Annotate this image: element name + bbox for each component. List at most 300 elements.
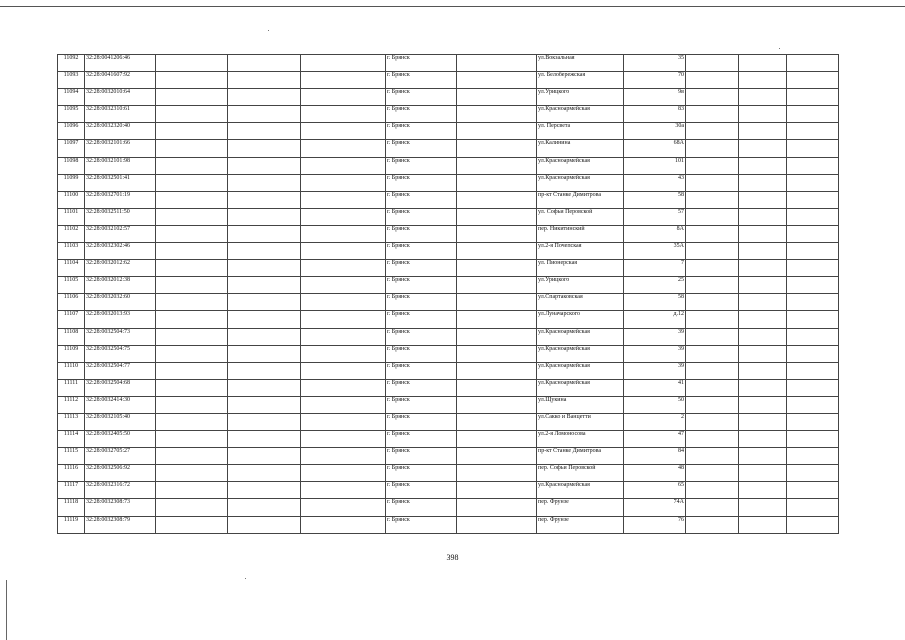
empty-cell: [457, 157, 537, 174]
empty-cell: [686, 413, 739, 430]
cadastral-number-cell: 32:28:0032105:40: [85, 413, 156, 430]
empty-cell: [787, 123, 839, 140]
empty-cell: [156, 413, 228, 430]
cadastral-number-cell: 32:28:0032102:57: [85, 225, 156, 242]
empty-cell: [739, 362, 787, 379]
empty-cell: [301, 157, 386, 174]
empty-cell: [686, 328, 739, 345]
scan-speck: [245, 578, 246, 579]
empty-cell: [686, 174, 739, 191]
cadastral-number-cell: 32:28:0032012:38: [85, 277, 156, 294]
table-row: [58, 328, 839, 345]
empty-cell: [787, 208, 839, 225]
empty-cell: [739, 140, 787, 157]
empty-cell: [787, 431, 839, 448]
empty-cell: [739, 345, 787, 362]
empty-cell: [457, 379, 537, 396]
city-cell: г. Брянск: [386, 55, 457, 72]
cadastral-number-cell: 32:28:0032504:75: [85, 345, 156, 362]
city-cell: г. Брянск: [386, 362, 457, 379]
cadastral-number-cell: 32:28:0032405:50: [85, 431, 156, 448]
empty-cell: [787, 89, 839, 106]
empty-cell: [228, 106, 301, 123]
empty-cell: [457, 431, 537, 448]
empty-cell: [739, 294, 787, 311]
city-cell: г. Брянск: [386, 106, 457, 123]
row-number-cell: 11093: [58, 72, 85, 89]
empty-cell: [739, 431, 787, 448]
street-cell: пр-кт Станке Димитрова: [537, 448, 624, 465]
table-row: [58, 516, 839, 533]
empty-cell: [156, 89, 228, 106]
empty-cell: [301, 311, 386, 328]
empty-cell: [686, 277, 739, 294]
empty-cell: [457, 413, 537, 430]
table-row: [58, 123, 839, 140]
row-number-cell: 11092: [58, 55, 85, 72]
table-row: [58, 431, 839, 448]
empty-cell: [156, 516, 228, 533]
empty-cell: [156, 294, 228, 311]
table-row: [58, 499, 839, 516]
empty-cell: [787, 516, 839, 533]
house-number-cell: 9в: [624, 89, 686, 106]
empty-cell: [156, 431, 228, 448]
empty-cell: [686, 106, 739, 123]
row-number-cell: 11117: [58, 482, 85, 499]
empty-cell: [156, 465, 228, 482]
empty-cell: [156, 106, 228, 123]
row-number-cell: 11098: [58, 157, 85, 174]
empty-cell: [156, 260, 228, 277]
empty-cell: [739, 89, 787, 106]
empty-cell: [686, 55, 739, 72]
empty-cell: [787, 157, 839, 174]
empty-cell: [686, 157, 739, 174]
table-row: [58, 311, 839, 328]
empty-cell: [686, 225, 739, 242]
empty-cell: [739, 72, 787, 89]
row-number-cell: 11100: [58, 191, 85, 208]
empty-cell: [301, 89, 386, 106]
house-number-cell: 2: [624, 413, 686, 430]
empty-cell: [457, 396, 537, 413]
house-number-cell: 57: [624, 208, 686, 225]
table-row: [58, 225, 839, 242]
empty-cell: [787, 294, 839, 311]
empty-cell: [457, 191, 537, 208]
empty-cell: [739, 499, 787, 516]
empty-cell: [457, 55, 537, 72]
empty-cell: [787, 140, 839, 157]
cadastral-number-cell: 32:28:0032302:46: [85, 243, 156, 260]
empty-cell: [686, 345, 739, 362]
house-number-cell: 74А: [624, 499, 686, 516]
row-number-cell: 11105: [58, 277, 85, 294]
house-number-cell: 39: [624, 362, 686, 379]
city-cell: г. Брянск: [386, 157, 457, 174]
empty-cell: [457, 448, 537, 465]
empty-cell: [739, 379, 787, 396]
empty-cell: [787, 174, 839, 191]
house-number-cell: 68А: [624, 140, 686, 157]
table-row: [58, 277, 839, 294]
row-number-cell: 11119: [58, 516, 85, 533]
street-cell: ул.Красноармейская: [537, 362, 624, 379]
empty-cell: [156, 123, 228, 140]
empty-cell: [228, 465, 301, 482]
empty-cell: [301, 516, 386, 533]
house-number-cell: 30а: [624, 123, 686, 140]
cadastral-number-cell: 32:28:0032032:60: [85, 294, 156, 311]
empty-cell: [301, 465, 386, 482]
row-number-cell: 11097: [58, 140, 85, 157]
street-cell: пер. Никитинский: [537, 225, 624, 242]
empty-cell: [686, 379, 739, 396]
empty-cell: [301, 379, 386, 396]
empty-cell: [301, 123, 386, 140]
row-number-cell: 11095: [58, 106, 85, 123]
city-cell: г. Брянск: [386, 89, 457, 106]
empty-cell: [301, 413, 386, 430]
row-number-cell: 11118: [58, 499, 85, 516]
empty-cell: [739, 277, 787, 294]
empty-cell: [787, 482, 839, 499]
street-cell: ул. Софьи Перовской: [537, 208, 624, 225]
row-number-cell: 11115: [58, 448, 85, 465]
empty-cell: [457, 106, 537, 123]
city-cell: г. Брянск: [386, 448, 457, 465]
table-row: [58, 191, 839, 208]
empty-cell: [739, 208, 787, 225]
empty-cell: [156, 140, 228, 157]
city-cell: г. Брянск: [386, 413, 457, 430]
cadastral-number-cell: 32:28:0032012:62: [85, 260, 156, 277]
empty-cell: [156, 482, 228, 499]
city-cell: г. Брянск: [386, 225, 457, 242]
empty-cell: [686, 191, 739, 208]
empty-cell: [301, 174, 386, 191]
empty-cell: [301, 225, 386, 242]
city-cell: г. Брянск: [386, 260, 457, 277]
empty-cell: [686, 208, 739, 225]
row-number-cell: 11108: [58, 328, 85, 345]
table-row: [58, 482, 839, 499]
empty-cell: [457, 243, 537, 260]
table-row: [58, 208, 839, 225]
row-number-cell: 11104: [58, 260, 85, 277]
registry-rows: [58, 55, 839, 534]
table-row: [58, 72, 839, 89]
empty-cell: [686, 482, 739, 499]
city-cell: г. Брянск: [386, 499, 457, 516]
empty-cell: [686, 448, 739, 465]
street-cell: пер. Фрунзе: [537, 499, 624, 516]
city-cell: г. Брянск: [386, 516, 457, 533]
street-cell: пр-кт Станке Димитрова: [537, 191, 624, 208]
empty-cell: [739, 482, 787, 499]
cadastral-number-cell: 32:28:0032504:77: [85, 362, 156, 379]
house-number-cell: 58: [624, 294, 686, 311]
empty-cell: [228, 174, 301, 191]
empty-cell: [301, 482, 386, 499]
empty-cell: [787, 465, 839, 482]
empty-cell: [739, 413, 787, 430]
cadastral-number-cell: 32:28:0032308:79: [85, 516, 156, 533]
empty-cell: [739, 328, 787, 345]
city-cell: г. Брянск: [386, 311, 457, 328]
row-number-cell: 11110: [58, 362, 85, 379]
cadastral-number-cell: 32:28:0032705:27: [85, 448, 156, 465]
city-cell: г. Брянск: [386, 482, 457, 499]
empty-cell: [156, 191, 228, 208]
cadastral-number-cell: 32:28:0032504:68: [85, 379, 156, 396]
empty-cell: [301, 260, 386, 277]
house-number-cell: 76: [624, 516, 686, 533]
cadastral-number-cell: 32:28:0032701:19: [85, 191, 156, 208]
cadastral-number-cell: 32:28:0041206:46: [85, 55, 156, 72]
cadastral-number-cell: 32:28:0032101:98: [85, 157, 156, 174]
empty-cell: [301, 396, 386, 413]
empty-cell: [228, 413, 301, 430]
empty-cell: [787, 362, 839, 379]
empty-cell: [739, 311, 787, 328]
empty-cell: [739, 465, 787, 482]
city-cell: г. Брянск: [386, 123, 457, 140]
cadastral-number-cell: 32:28:0032101:66: [85, 140, 156, 157]
row-number-cell: 11109: [58, 345, 85, 362]
scan-speck: [268, 30, 269, 31]
street-cell: ул.Красноармейская: [537, 328, 624, 345]
house-number-cell: д.12: [624, 311, 686, 328]
empty-cell: [228, 345, 301, 362]
empty-cell: [156, 225, 228, 242]
empty-cell: [228, 499, 301, 516]
empty-cell: [228, 362, 301, 379]
cadastral-number-cell: 32:28:0032511:50: [85, 208, 156, 225]
empty-cell: [156, 157, 228, 174]
house-number-cell: 50: [624, 396, 686, 413]
empty-cell: [787, 499, 839, 516]
empty-cell: [228, 89, 301, 106]
empty-cell: [228, 277, 301, 294]
empty-cell: [301, 55, 386, 72]
house-number-cell: 39: [624, 345, 686, 362]
row-number-cell: 11103: [58, 243, 85, 260]
empty-cell: [739, 243, 787, 260]
row-number-cell: 11113: [58, 413, 85, 430]
house-number-cell: 83: [624, 106, 686, 123]
house-number-cell: 41: [624, 379, 686, 396]
empty-cell: [228, 208, 301, 225]
cadastral-number-cell: 32:28:0032501:41: [85, 174, 156, 191]
empty-cell: [156, 396, 228, 413]
cadastral-number-cell: 32:28:0032506:92: [85, 465, 156, 482]
street-cell: пер. Фрунзе: [537, 516, 624, 533]
empty-cell: [228, 516, 301, 533]
cadastral-number-cell: 32:28:0032504:73: [85, 328, 156, 345]
empty-cell: [228, 431, 301, 448]
house-number-cell: 8А: [624, 225, 686, 242]
cadastral-number-cell: 32:28:0032010:64: [85, 89, 156, 106]
empty-cell: [228, 55, 301, 72]
empty-cell: [228, 72, 301, 89]
empty-cell: [686, 362, 739, 379]
empty-cell: [739, 516, 787, 533]
street-cell: ул. Белобережская: [537, 72, 624, 89]
street-cell: ул.Калинина: [537, 140, 624, 157]
empty-cell: [156, 448, 228, 465]
empty-cell: [787, 243, 839, 260]
street-cell: ул.Красноармейская: [537, 174, 624, 191]
empty-cell: [457, 294, 537, 311]
row-number-cell: 11116: [58, 465, 85, 482]
empty-cell: [739, 396, 787, 413]
empty-cell: [457, 174, 537, 191]
table-row: [58, 396, 839, 413]
street-cell: ул.2-я Почепская: [537, 243, 624, 260]
row-number-cell: 11094: [58, 89, 85, 106]
empty-cell: [301, 448, 386, 465]
empty-cell: [156, 328, 228, 345]
empty-cell: [457, 516, 537, 533]
top-border-line: [0, 6, 905, 7]
street-cell: ул.2-я Ломоносова: [537, 431, 624, 448]
empty-cell: [457, 482, 537, 499]
empty-cell: [457, 499, 537, 516]
empty-cell: [228, 123, 301, 140]
empty-cell: [301, 431, 386, 448]
cadastral-number-cell: 32:28:0032414:30: [85, 396, 156, 413]
empty-cell: [156, 174, 228, 191]
city-cell: г. Брянск: [386, 431, 457, 448]
row-number-cell: 11101: [58, 208, 85, 225]
house-number-cell: 7: [624, 260, 686, 277]
empty-cell: [787, 191, 839, 208]
city-cell: г. Брянск: [386, 294, 457, 311]
empty-cell: [457, 123, 537, 140]
empty-cell: [739, 55, 787, 72]
house-number-cell: 35А: [624, 243, 686, 260]
empty-cell: [156, 55, 228, 72]
city-cell: г. Брянск: [386, 379, 457, 396]
cadastral-number-cell: 32:28:0032316:72: [85, 482, 156, 499]
empty-cell: [457, 277, 537, 294]
empty-cell: [156, 208, 228, 225]
house-number-cell: 39: [624, 328, 686, 345]
street-cell: ул.Красноармейская: [537, 482, 624, 499]
row-number-cell: 11107: [58, 311, 85, 328]
street-cell: ул.Красноармейская: [537, 345, 624, 362]
empty-cell: [787, 413, 839, 430]
empty-cell: [301, 208, 386, 225]
empty-cell: [787, 72, 839, 89]
empty-cell: [457, 208, 537, 225]
city-cell: г. Брянск: [386, 345, 457, 362]
empty-cell: [686, 260, 739, 277]
street-cell: ул. Пионерская: [537, 260, 624, 277]
empty-cell: [686, 89, 739, 106]
empty-cell: [228, 379, 301, 396]
table-row: [58, 89, 839, 106]
house-number-cell: 58: [624, 191, 686, 208]
empty-cell: [457, 328, 537, 345]
empty-cell: [457, 72, 537, 89]
house-number-cell: 70: [624, 72, 686, 89]
empty-cell: [228, 225, 301, 242]
empty-cell: [457, 345, 537, 362]
empty-cell: [739, 106, 787, 123]
cadastral-number-cell: 32:28:0032308:73: [85, 499, 156, 516]
empty-cell: [156, 72, 228, 89]
empty-cell: [228, 243, 301, 260]
city-cell: г. Брянск: [386, 174, 457, 191]
city-cell: г. Брянск: [386, 277, 457, 294]
empty-cell: [457, 362, 537, 379]
empty-cell: [301, 243, 386, 260]
row-number-cell: 11114: [58, 431, 85, 448]
street-cell: ул.Красноармейская: [537, 379, 624, 396]
empty-cell: [686, 311, 739, 328]
empty-cell: [228, 140, 301, 157]
empty-cell: [156, 277, 228, 294]
empty-cell: [301, 499, 386, 516]
empty-cell: [686, 140, 739, 157]
empty-cell: [156, 499, 228, 516]
empty-cell: [739, 260, 787, 277]
street-cell: ул.Спартаковская: [537, 294, 624, 311]
city-cell: г. Брянск: [386, 396, 457, 413]
house-number-cell: 84: [624, 448, 686, 465]
empty-cell: [156, 362, 228, 379]
empty-cell: [301, 72, 386, 89]
house-number-cell: 101: [624, 157, 686, 174]
empty-cell: [787, 311, 839, 328]
empty-cell: [457, 260, 537, 277]
street-cell: ул. Персвета: [537, 123, 624, 140]
empty-cell: [457, 140, 537, 157]
table-row: [58, 345, 839, 362]
empty-cell: [457, 465, 537, 482]
city-cell: г. Брянск: [386, 140, 457, 157]
house-number-cell: 65: [624, 482, 686, 499]
house-number-cell: 25: [624, 277, 686, 294]
table-row: [58, 260, 839, 277]
empty-cell: [228, 396, 301, 413]
row-number-cell: 11106: [58, 294, 85, 311]
table-row: [58, 465, 839, 482]
empty-cell: [686, 499, 739, 516]
empty-cell: [228, 311, 301, 328]
table-row: [58, 106, 839, 123]
street-cell: ул.Щукина: [537, 396, 624, 413]
table-row: [58, 55, 839, 72]
house-number-cell: 43: [624, 174, 686, 191]
street-cell: ул.Красноармейская: [537, 106, 624, 123]
table-row: [58, 140, 839, 157]
empty-cell: [301, 277, 386, 294]
house-number-cell: 35: [624, 55, 686, 72]
city-cell: г. Брянск: [386, 191, 457, 208]
table-row: [58, 157, 839, 174]
empty-cell: [156, 243, 228, 260]
scan-edge-mark: [6, 580, 7, 640]
house-number-cell: 48: [624, 465, 686, 482]
empty-cell: [457, 89, 537, 106]
empty-cell: [787, 328, 839, 345]
empty-cell: [301, 191, 386, 208]
table-row: [58, 448, 839, 465]
